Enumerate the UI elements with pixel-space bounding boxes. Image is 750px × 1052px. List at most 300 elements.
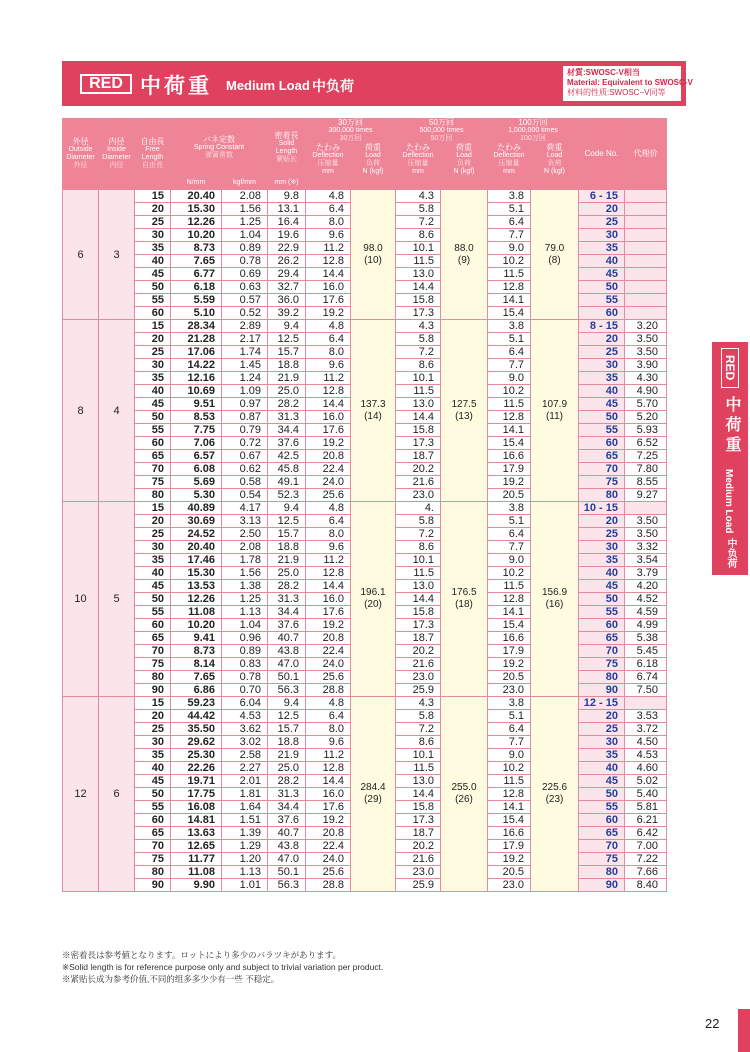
spring-n-cell: 13.63 xyxy=(171,827,222,840)
solid-length-cell: 18.8 xyxy=(268,736,306,749)
solid-length-cell: 45.8 xyxy=(268,463,306,476)
material-box xyxy=(562,65,693,102)
spring-kgf-cell: 3.13 xyxy=(222,515,268,528)
price-cell xyxy=(625,294,667,307)
deflection-50-cell: 5.8 xyxy=(396,515,441,528)
price-cell xyxy=(625,307,667,320)
spring-n-cell: 16.08 xyxy=(171,801,222,814)
col-id-head: 内径 Inside Diameter 内径 xyxy=(99,119,135,190)
load-50-value: 127.5 xyxy=(451,398,477,410)
code-number-cell: 25 xyxy=(579,723,625,736)
deflection-100-cell: 3.8 xyxy=(488,190,531,203)
spring-kgf-cell: 1.13 xyxy=(222,606,268,619)
free-length-cell: 30 xyxy=(135,541,171,554)
side-title-cn: 中负荷 xyxy=(725,538,736,568)
spring-kgf-cell: 1.56 xyxy=(222,567,268,580)
code-number-cell: 90 xyxy=(579,879,625,892)
deflection-50-cell: 7.2 xyxy=(396,528,441,541)
spring-kgf-cell: 0.97 xyxy=(222,398,268,411)
load-30-value: 98.0 xyxy=(363,242,383,254)
code-number-cell: 65 xyxy=(579,450,625,463)
solid-length-cell: 25.0 xyxy=(268,567,306,580)
solid-length-cell: 12.5 xyxy=(268,333,306,346)
spring-n-cell: 9.51 xyxy=(171,398,222,411)
deflection-100-cell: 10.2 xyxy=(488,762,531,775)
page-edge-bar xyxy=(738,1009,750,1052)
free-length-cell: 30 xyxy=(135,359,171,372)
free-length-cell: 50 xyxy=(135,788,171,801)
deflection-30-cell: 9.6 xyxy=(306,229,351,242)
deflection-50-cell: 4.3 xyxy=(396,190,441,203)
code-number-cell: 25 xyxy=(579,216,625,229)
spring-kgf-cell: 0.78 xyxy=(222,255,268,268)
load-100-kgf: (23) xyxy=(545,794,564,805)
free-length-cell: 75 xyxy=(135,658,171,671)
price-cell xyxy=(625,203,667,216)
code-number-cell: 40 xyxy=(579,762,625,775)
spring-n-cell: 20.40 xyxy=(171,541,222,554)
free-length-cell: 15 xyxy=(135,320,171,333)
unit-solid-head: mm (※) xyxy=(268,177,306,190)
deflection-50-cell: 4.3 xyxy=(396,697,441,710)
deflection-30-cell: 17.6 xyxy=(306,606,351,619)
deflection-100-cell: 11.5 xyxy=(488,398,531,411)
spring-n-cell: 8.14 xyxy=(171,658,222,671)
col-solid-head: 密着長 Solid Length 紧贴长 xyxy=(268,119,306,177)
code-number-cell: 80 xyxy=(579,866,625,879)
spring-kgf-cell: 2.27 xyxy=(222,762,268,775)
deflection-100-cell: 19.2 xyxy=(488,476,531,489)
spring-n-cell: 6.08 xyxy=(171,463,222,476)
outer-diameter-cell: 8 xyxy=(63,320,99,502)
free-length-cell: 15 xyxy=(135,502,171,515)
price-cell: 7.66 xyxy=(625,866,667,879)
note-cn: ※紧贴长成为参考价值,不同的组多多少少有一些 不稳定。 xyxy=(62,974,280,984)
spring-n-cell: 15.30 xyxy=(171,203,222,216)
table-row xyxy=(63,190,667,203)
code-number-cell: 75 xyxy=(579,476,625,489)
code-number-cell: 40 xyxy=(579,385,625,398)
deflection-30-cell: 24.0 xyxy=(306,476,351,489)
code-number-cell: 45 xyxy=(579,268,625,281)
deflection-50-cell: 10.1 xyxy=(396,749,441,762)
spring-n-cell: 11.08 xyxy=(171,606,222,619)
deflection-30-cell: 11.2 xyxy=(306,242,351,255)
deflection-30-cell: 16.0 xyxy=(306,411,351,424)
solid-length-cell: 56.3 xyxy=(268,879,306,892)
spring-kgf-cell: 1.25 xyxy=(222,593,268,606)
spring-n-cell: 40.89 xyxy=(171,502,222,515)
price-cell xyxy=(625,216,667,229)
spring-n-cell: 7.06 xyxy=(171,437,222,450)
spring-kgf-cell: 1.81 xyxy=(222,788,268,801)
deflection-50-cell: 5.8 xyxy=(396,710,441,723)
deflection-30-cell: 6.4 xyxy=(306,333,351,346)
spring-n-cell: 12.26 xyxy=(171,593,222,606)
price-cell: 4.90 xyxy=(625,385,667,398)
code-number-cell: 60 xyxy=(579,619,625,632)
code-number-cell: 60 xyxy=(579,437,625,450)
deflection-50-cell: 5.8 xyxy=(396,203,441,216)
price-cell: 3.72 xyxy=(625,723,667,736)
col-code-head: Code No. xyxy=(579,119,625,190)
deflection-100-cell: 7.7 xyxy=(488,736,531,749)
side-tab xyxy=(712,342,748,575)
deflection-30-cell: 20.8 xyxy=(306,827,351,840)
spring-n-cell: 17.06 xyxy=(171,346,222,359)
deflection-100-cell: 10.2 xyxy=(488,385,531,398)
deflection-30-cell: 12.8 xyxy=(306,255,351,268)
free-length-cell: 40 xyxy=(135,385,171,398)
code-number-cell: 90 xyxy=(579,684,625,697)
deflection-100-cell: 11.5 xyxy=(488,775,531,788)
spring-n-cell: 5.59 xyxy=(171,294,222,307)
code-number-cell: 35 xyxy=(579,749,625,762)
spring-kgf-cell: 2.50 xyxy=(222,528,268,541)
load-50-cell xyxy=(441,190,488,320)
deflection-30-cell: 4.8 xyxy=(306,190,351,203)
solid-length-cell: 50.1 xyxy=(268,866,306,879)
deflection-100-cell: 11.5 xyxy=(488,580,531,593)
load-100-value: 156.9 xyxy=(541,587,568,598)
spring-kgf-cell: 0.78 xyxy=(222,671,268,684)
deflection-100-cell: 7.7 xyxy=(488,359,531,372)
free-length-cell: 45 xyxy=(135,398,171,411)
deflection-50-cell: 15.8 xyxy=(396,606,441,619)
deflection-30-cell: 22.4 xyxy=(306,645,351,658)
spring-n-cell: 15.30 xyxy=(171,567,222,580)
deflection-50-cell: 8.6 xyxy=(396,736,441,749)
deflection-30-cell: 11.2 xyxy=(306,554,351,567)
code-number-cell: 50 xyxy=(579,281,625,294)
code-number-cell: 45 xyxy=(579,775,625,788)
deflection-50-cell: 11.5 xyxy=(396,762,441,775)
deflection-50-cell: 17.3 xyxy=(396,437,441,450)
solid-length-cell: 9.4 xyxy=(268,320,306,333)
deflection-30-cell: 19.2 xyxy=(306,307,351,320)
price-cell: 3.50 xyxy=(625,515,667,528)
spring-n-cell: 6.77 xyxy=(171,268,222,281)
deflection-50-cell: 17.3 xyxy=(396,619,441,632)
deflection-100-cell: 10.2 xyxy=(488,567,531,580)
deflection-100-cell: 14.1 xyxy=(488,294,531,307)
spring-kgf-cell: 1.20 xyxy=(222,853,268,866)
load-100-head: 荷重 Load 负荷 N (kgf) xyxy=(531,144,579,177)
table-row xyxy=(63,697,667,710)
solid-length-cell: 26.2 xyxy=(268,255,306,268)
spring-n-cell: 8.73 xyxy=(171,242,222,255)
free-length-cell: 55 xyxy=(135,801,171,814)
spring-kgf-cell: 2.08 xyxy=(222,190,268,203)
deflection-30-cell: 9.6 xyxy=(306,359,351,372)
code-number-cell: 80 xyxy=(579,489,625,502)
spring-kgf-cell: 4.17 xyxy=(222,502,268,515)
spring-kgf-cell: 0.52 xyxy=(222,307,268,320)
deflection-50-cell: 14.4 xyxy=(396,788,441,801)
solid-length-cell: 47.0 xyxy=(268,658,306,671)
deflection-50-cell: 5.8 xyxy=(396,333,441,346)
code-number-cell: 20 xyxy=(579,333,625,346)
inner-diameter-cell: 3 xyxy=(99,190,135,320)
free-length-cell: 55 xyxy=(135,294,171,307)
deflection-50-cell: 14.4 xyxy=(396,281,441,294)
code-number-cell: 40 xyxy=(579,567,625,580)
deflection-50-cell: 7.2 xyxy=(396,346,441,359)
page-title-en: Medium Load xyxy=(226,78,310,93)
free-length-cell: 65 xyxy=(135,632,171,645)
code-number-cell: 10 - 15 xyxy=(579,502,625,515)
code-number-cell: 12 - 15 xyxy=(579,697,625,710)
solid-length-cell: 16.4 xyxy=(268,216,306,229)
deflection-50-cell: 18.7 xyxy=(396,827,441,840)
solid-length-cell: 13.1 xyxy=(268,203,306,216)
deflection-30-cell: 12.8 xyxy=(306,567,351,580)
deflection-100-cell: 9.0 xyxy=(488,749,531,762)
price-cell: 5.81 xyxy=(625,801,667,814)
col-100-head: 100万回 1,000,000 times 100万回 xyxy=(488,119,579,144)
price-cell: 4.53 xyxy=(625,749,667,762)
price-cell: 6.52 xyxy=(625,437,667,450)
spring-table xyxy=(62,118,667,892)
spring-kgf-cell: 0.54 xyxy=(222,489,268,502)
deflection-50-cell: 25.9 xyxy=(396,879,441,892)
deflection-100-cell: 16.6 xyxy=(488,632,531,645)
deflection-100-cell: 16.6 xyxy=(488,450,531,463)
deflection-30-cell: 20.8 xyxy=(306,450,351,463)
free-length-cell: 55 xyxy=(135,606,171,619)
solid-length-cell: 31.3 xyxy=(268,788,306,801)
deflection-30-cell: 20.8 xyxy=(306,632,351,645)
free-length-cell: 45 xyxy=(135,268,171,281)
col-30-head: 30万回 300,000 times 30万回 xyxy=(306,119,396,144)
solid-length-cell: 25.0 xyxy=(268,385,306,398)
spring-n-cell: 13.53 xyxy=(171,580,222,593)
deflection-100-cell: 3.8 xyxy=(488,320,531,333)
load-30-kgf: (20) xyxy=(364,599,382,610)
side-title-jp: 中荷重 xyxy=(723,396,740,456)
deflection-50-cell: 13.0 xyxy=(396,268,441,281)
load-50-head: 荷重 Load 负荷 N (kgf) xyxy=(441,144,488,177)
spring-kgf-cell: 0.96 xyxy=(222,632,268,645)
spring-kgf-cell: 3.02 xyxy=(222,736,268,749)
spring-n-cell: 14.81 xyxy=(171,814,222,827)
price-cell: 7.25 xyxy=(625,450,667,463)
code-number-cell: 70 xyxy=(579,645,625,658)
spring-n-cell: 9.41 xyxy=(171,632,222,645)
spring-kgf-cell: 1.24 xyxy=(222,372,268,385)
solid-length-cell: 37.6 xyxy=(268,437,306,450)
price-cell: 6.21 xyxy=(625,814,667,827)
price-cell: 5.40 xyxy=(625,788,667,801)
free-length-cell: 65 xyxy=(135,827,171,840)
solid-length-cell: 18.8 xyxy=(268,359,306,372)
deflection-100-cell: 7.7 xyxy=(488,229,531,242)
deflection-50-cell: 21.6 xyxy=(396,476,441,489)
spring-n-cell: 12.26 xyxy=(171,216,222,229)
deflection-30-cell: 28.8 xyxy=(306,879,351,892)
spring-kgf-cell: 1.78 xyxy=(222,554,268,567)
code-number-cell: 55 xyxy=(579,424,625,437)
spring-kgf-cell: 1.04 xyxy=(222,229,268,242)
deflection-100-cell: 20.5 xyxy=(488,489,531,502)
load-100-value: 107.9 xyxy=(541,398,568,410)
col-od-head: 外径 Outside Diameter 外径 xyxy=(63,119,99,190)
spring-n-cell: 19.71 xyxy=(171,775,222,788)
spring-kgf-cell: 2.89 xyxy=(222,320,268,333)
code-number-cell: 50 xyxy=(579,593,625,606)
spring-n-cell: 20.40 xyxy=(171,190,222,203)
solid-length-cell: 40.7 xyxy=(268,632,306,645)
deflection-30-cell: 22.4 xyxy=(306,463,351,476)
spring-n-cell: 11.08 xyxy=(171,866,222,879)
spring-n-cell: 25.30 xyxy=(171,749,222,762)
price-cell xyxy=(625,697,667,710)
deflection-30-cell: 19.2 xyxy=(306,619,351,632)
deflection-100-cell: 14.1 xyxy=(488,606,531,619)
deflection-30-cell: 9.6 xyxy=(306,736,351,749)
spring-n-cell: 22.26 xyxy=(171,762,222,775)
load-30-value: 284.4 xyxy=(360,782,386,793)
deflection-100-cell: 6.4 xyxy=(488,346,531,359)
deflection-50-cell: 10.1 xyxy=(396,554,441,567)
spring-kgf-cell: 4.53 xyxy=(222,710,268,723)
table-row xyxy=(63,502,667,515)
page-number: 22 xyxy=(705,1016,720,1031)
code-number-cell: 80 xyxy=(579,671,625,684)
price-cell: 5.93 xyxy=(625,424,667,437)
spring-kgf-cell: 1.04 xyxy=(222,619,268,632)
side-red-badge: RED xyxy=(721,348,739,388)
page-title-cn: 中负荷 xyxy=(312,78,354,94)
solid-length-cell: 25.0 xyxy=(268,762,306,775)
deflection-100-cell: 19.2 xyxy=(488,658,531,671)
free-length-cell: 90 xyxy=(135,684,171,697)
code-number-cell: 6 - 15 xyxy=(579,190,625,203)
spring-kgf-cell: 0.87 xyxy=(222,411,268,424)
deflection-100-cell: 10.2 xyxy=(488,255,531,268)
load-30-head: 荷重 Load 负荷 N (kgf) xyxy=(351,144,396,177)
footnotes xyxy=(62,949,383,985)
free-length-cell: 60 xyxy=(135,619,171,632)
deflection-30-cell: 14.4 xyxy=(306,775,351,788)
outer-diameter-cell: 6 xyxy=(63,190,99,320)
solid-length-cell: 21.9 xyxy=(268,749,306,762)
price-cell: 4.59 xyxy=(625,606,667,619)
price-cell: 6.74 xyxy=(625,671,667,684)
price-cell: 4.60 xyxy=(625,762,667,775)
deflection-100-cell: 3.8 xyxy=(488,502,531,515)
deflection-30-cell: 16.0 xyxy=(306,593,351,606)
spring-kgf-cell: 0.89 xyxy=(222,645,268,658)
load-30-kgf: (29) xyxy=(364,794,382,805)
code-number-cell: 60 xyxy=(579,307,625,320)
spring-n-cell: 28.34 xyxy=(171,320,222,333)
free-length-cell: 15 xyxy=(135,697,171,710)
load-50-value: 255.0 xyxy=(451,782,477,793)
price-cell: 3.53 xyxy=(625,710,667,723)
spring-kgf-cell: 0.57 xyxy=(222,294,268,307)
load-30-cell xyxy=(351,320,396,502)
spring-kgf-cell: 0.83 xyxy=(222,658,268,671)
free-length-cell: 20 xyxy=(135,333,171,346)
deflection-100-cell: 9.0 xyxy=(488,554,531,567)
spring-n-cell: 29.62 xyxy=(171,736,222,749)
code-number-cell: 20 xyxy=(579,515,625,528)
spring-n-cell: 6.86 xyxy=(171,684,222,697)
solid-length-cell: 12.5 xyxy=(268,710,306,723)
deflection-100-cell: 20.5 xyxy=(488,866,531,879)
free-length-cell: 50 xyxy=(135,281,171,294)
code-number-cell: 55 xyxy=(579,294,625,307)
free-length-cell: 25 xyxy=(135,528,171,541)
code-number-cell: 65 xyxy=(579,632,625,645)
solid-length-cell: 19.6 xyxy=(268,229,306,242)
deflection-100-cell: 17.9 xyxy=(488,645,531,658)
solid-length-cell: 43.8 xyxy=(268,840,306,853)
load-100-value: 225.6 xyxy=(541,782,568,793)
spring-n-cell: 30.69 xyxy=(171,515,222,528)
load-50-kgf: (18) xyxy=(455,599,473,610)
spring-kgf-cell: 0.62 xyxy=(222,463,268,476)
deflection-50-cell: 15.8 xyxy=(396,294,441,307)
free-length-cell: 25 xyxy=(135,216,171,229)
deflection-50-cell: 21.6 xyxy=(396,658,441,671)
deflection-50-cell: 14.4 xyxy=(396,411,441,424)
solid-length-cell: 31.3 xyxy=(268,411,306,424)
load-100-cell xyxy=(531,320,579,502)
spring-n-cell: 17.75 xyxy=(171,788,222,801)
spring-kgf-cell: 2.01 xyxy=(222,775,268,788)
price-cell: 3.50 xyxy=(625,333,667,346)
spring-n-cell: 21.28 xyxy=(171,333,222,346)
deflection-50-cell: 10.1 xyxy=(396,372,441,385)
deflection-50-cell: 8.6 xyxy=(396,229,441,242)
deflection-30-cell: 16.0 xyxy=(306,788,351,801)
price-cell: 7.00 xyxy=(625,840,667,853)
spring-kgf-cell: 1.56 xyxy=(222,203,268,216)
code-number-cell: 40 xyxy=(579,255,625,268)
deflection-50-cell: 7.2 xyxy=(396,216,441,229)
price-cell: 3.20 xyxy=(625,320,667,333)
free-length-cell: 20 xyxy=(135,203,171,216)
free-length-cell: 80 xyxy=(135,866,171,879)
deflection-30-cell: 8.0 xyxy=(306,723,351,736)
deflection-100-cell: 12.8 xyxy=(488,281,531,294)
deflection-30-cell: 4.8 xyxy=(306,502,351,515)
free-length-cell: 55 xyxy=(135,424,171,437)
free-length-cell: 35 xyxy=(135,554,171,567)
load-100-kgf: (8) xyxy=(548,254,561,266)
price-cell: 7.50 xyxy=(625,684,667,697)
free-length-cell: 75 xyxy=(135,853,171,866)
col-price-head: 代理价 xyxy=(625,119,667,190)
price-cell: 4.50 xyxy=(625,736,667,749)
load-30-value: 196.1 xyxy=(360,587,386,598)
solid-length-cell: 15.7 xyxy=(268,528,306,541)
deflection-50-cell: 4.3 xyxy=(396,320,441,333)
solid-length-cell: 29.4 xyxy=(268,268,306,281)
price-cell: 5.38 xyxy=(625,632,667,645)
price-cell xyxy=(625,281,667,294)
deflection-30-cell: 14.4 xyxy=(306,268,351,281)
code-number-cell: 35 xyxy=(579,372,625,385)
deflection-100-cell: 6.4 xyxy=(488,216,531,229)
free-length-cell: 30 xyxy=(135,229,171,242)
deflection-50-cell: 7.2 xyxy=(396,723,441,736)
solid-length-cell: 28.2 xyxy=(268,398,306,411)
defl-30-head: たわみ Deflection 压缩量 mm xyxy=(306,144,351,177)
solid-length-cell: 32.7 xyxy=(268,281,306,294)
